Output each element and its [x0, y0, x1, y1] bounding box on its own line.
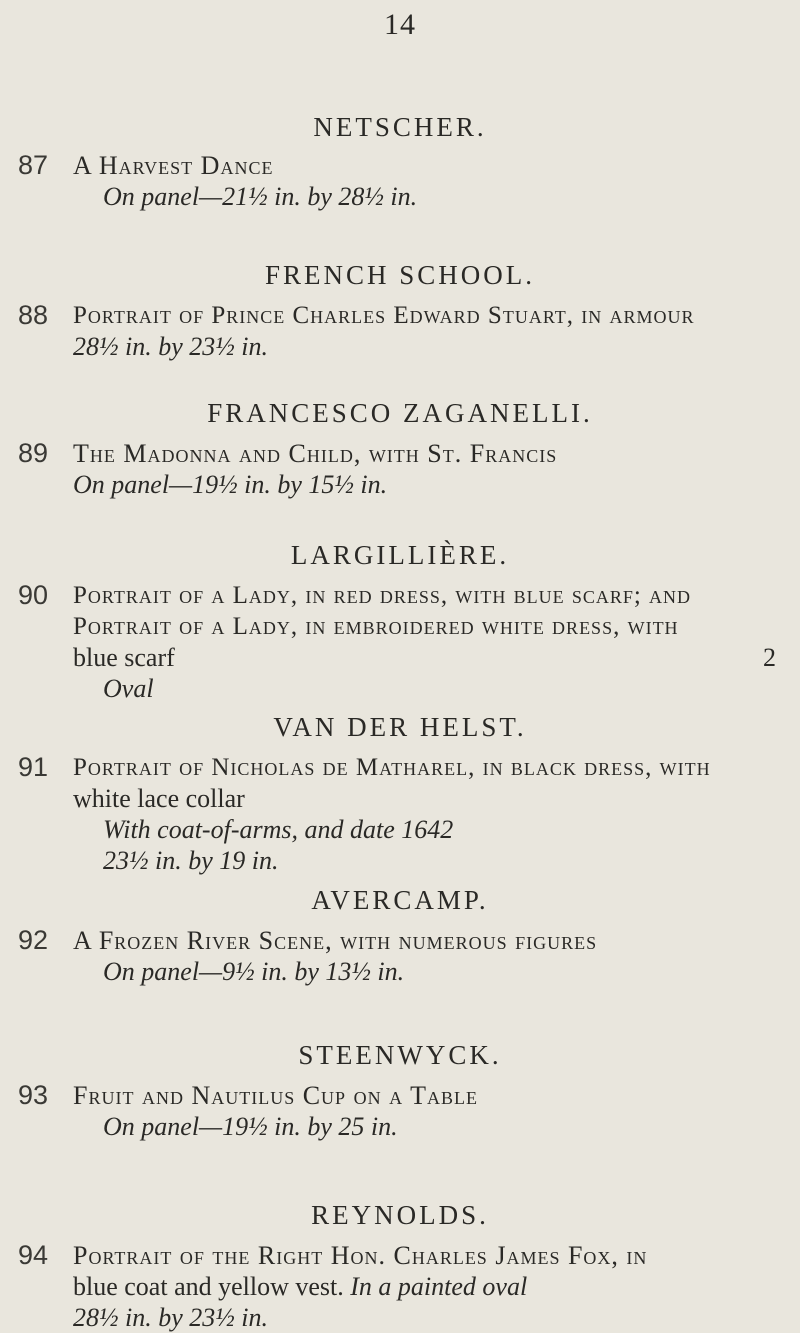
artist-heading-reynolds	[0, 1200, 800, 1231]
lot-title: A Frozen River Scene, with numerous figures	[73, 926, 598, 955]
lot-number: 88	[18, 300, 49, 330]
lot-number: 87	[18, 150, 49, 180]
lot-number: 92	[18, 925, 49, 955]
lot-quantity: 2	[763, 643, 776, 672]
lot-title: Fruit and Nautilus Cup on a Table	[73, 1081, 478, 1110]
lot-dimensions: 28½ in. by 23½ in.	[73, 332, 268, 361]
lot-title: The Madonna and Child, with St. Francis	[73, 439, 558, 468]
page-number: 14	[384, 8, 416, 41]
artist-heading-largilliere: LARGILLIÈRE.	[290, 540, 510, 570]
lot-description	[73, 300, 776, 362]
artist-heading-netscher: NETSCHER.	[313, 112, 487, 142]
artist-heading-text: REYNOLDS.	[311, 1200, 489, 1230]
artist-heading-french-school: FRENCH SCHOOL.	[264, 260, 536, 290]
lot-text	[73, 1271, 776, 1302]
artist-heading-zaganelli: FRANCESCO ZAGANELLI.	[207, 398, 593, 428]
lot-number: 94	[18, 1240, 49, 1270]
lot-title: Portrait of the Right Hon. Charles James Fox, in	[73, 1241, 648, 1270]
artist-heading-steenwyck: STEENWYCK.	[298, 1040, 502, 1070]
lot-text-italic: In a painted oval	[350, 1272, 528, 1301]
lot-description	[73, 752, 776, 876]
lot-text: blue scarf	[73, 643, 175, 672]
lot-number: 91	[18, 752, 49, 782]
lot-description	[73, 580, 776, 704]
lot-description	[73, 1240, 776, 1333]
lot-title: Portrait of a Lady, in red dress, with blue scarf; and	[73, 582, 692, 609]
lot-format: Oval	[103, 674, 154, 703]
lot-description	[73, 150, 776, 212]
lot-text-plain: blue coat and yellow vest.	[73, 1272, 344, 1301]
lot-number: 89	[18, 438, 49, 468]
lot-title: A Harvest Dance	[73, 151, 274, 180]
lot-number: 90	[18, 580, 49, 610]
lot-dimensions: 23½ in. by 19 in.	[103, 846, 279, 875]
lot-description	[73, 1080, 776, 1142]
lot-line-with-quantity	[73, 642, 776, 673]
artist-heading-van-der-helst: VAN DER HELST.	[273, 712, 527, 742]
lot-title-continued: Portrait of a Lady, in embroidered white dress, with	[73, 613, 679, 640]
lot-dimensions: On panel—9½ in. by 13½ in.	[103, 957, 405, 986]
lot-description	[73, 925, 776, 987]
lot-description	[73, 438, 776, 500]
lot-title: Portrait of Prince Charles Edward Stuart, in armour	[73, 302, 695, 329]
lot-number: 93	[18, 1080, 49, 1110]
lot-dimensions: 28½ in. by 23½ in.	[73, 1303, 268, 1332]
lot-dimensions: On panel—19½ in. by 25 in.	[103, 1112, 398, 1141]
artist-heading-avercamp: AVERCAMP.	[311, 885, 489, 915]
lot-dimensions: On panel—21½ in. by 28½ in.	[103, 182, 418, 211]
lot-dimensions: On panel—19½ in. by 15½ in.	[73, 470, 388, 499]
lot-inscription: With coat-of-arms, and date 1642	[103, 815, 454, 844]
lot-title: Portrait of Nicholas de Matharel, in black dress, with	[73, 754, 711, 781]
lot-text: white lace collar	[73, 784, 245, 813]
